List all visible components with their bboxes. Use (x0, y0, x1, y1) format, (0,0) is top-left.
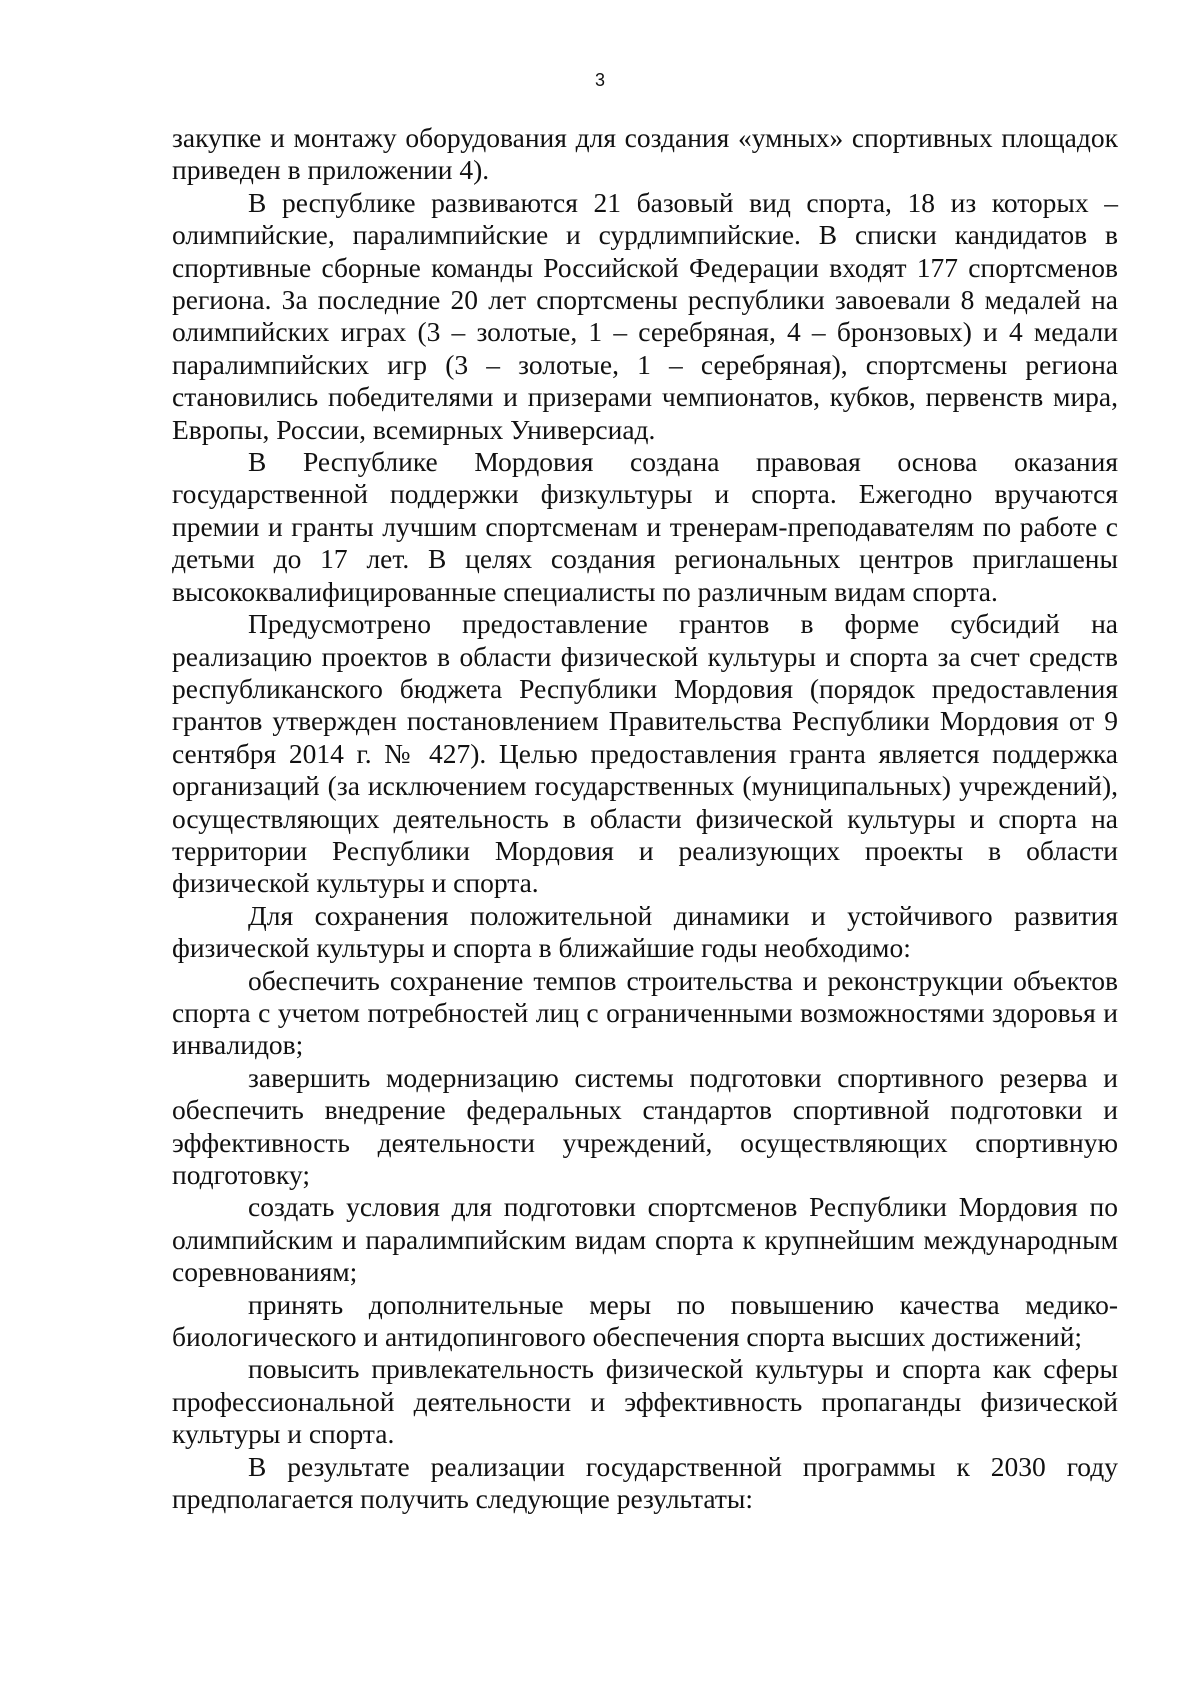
goal-item-attractiveness: повысить привлекательность физической культуры и спорта как сферы профессиональной деятельности и эффективность пропаганды физической культуры и спорта. (172, 1353, 1118, 1450)
page-number: 3 (594, 70, 605, 90)
paragraph-expected-results: В результате реализации государственной программы к 2030 году предполагается получить следующие результаты: (172, 1450, 1118, 1515)
paragraph-sports-overview: В республике развиваются 21 базовый вид спорта, 18 из которых – олимпийские, паралимпийские и сурдлимпийские. В списки кандидатов в спортивные сборные команды Российской Федерации входят 177 спортсменов региона. За последние 20 лет спортсмены республики завоевали 8 медалей на олимпийских играх (3 – золотые, 1 – серебряная, 4 – бронзовых) и 4 медали паралимпийских игр (3 – золотые, 1 – серебряная), спортсмены региона становились победителями и призерами чемпионатов, кубков, первенств мира, Европы, России, всемирных Универсиад. (172, 186, 1118, 445)
paragraph-state-support: В Республике Мордовия создана правовая основа оказания государственной поддержки физкультуры и спорта. Ежегодно вручаются премии и гранты лучшим спортсменам и тренерам-преподавателям по работе с детьми до 17 лет. В целях создания региональных центров приглашены высококвалифицированные специалисты по различным видам спорта. (172, 446, 1118, 607)
document-body (172, 122, 1118, 1515)
goal-item-construction: обеспечить сохранение темпов строительства и реконструкции объектов спорта с учетом потребностей лиц с ограниченными возможностями здоровья и инвалидов; (172, 964, 1118, 1061)
goal-item-antidoping: принять дополнительные меры по повышению качества медико-биологического и антидопингового обеспечения спорта высших достижений; (172, 1288, 1118, 1353)
paragraph-continuation: закупке и монтажу оборудования для создания «умных» спортивных площадок приведен в приложении 4). (172, 122, 1118, 186)
paragraph-goals-intro: Для сохранения положительной динамики и устойчивого развития физической культуры и спорта в ближайшие годы необходимо: (172, 899, 1118, 964)
goal-item-athlete-preparation: создать условия для подготовки спортсменов Республики Мордовия по олимпийским и паралимпийским видам спорта к крупнейшим международным соревнованиям; (172, 1191, 1118, 1288)
goal-item-reserve-training: завершить модернизацию системы подготовки спортивного резерва и обеспечить внедрение федеральных стандартов спортивной подготовки и эффективность деятельности учреждений, осуществляющих спортивную подготовку; (172, 1061, 1118, 1190)
paragraph-grants: Предусмотрено предоставление грантов в форме субсидий на реализацию проектов в области физической культуры и спорта за счет средств республиканского бюджета Республики Мордовия (порядок предоставления грантов утвержден постановлением Правительства Республики Мордовия от 9 сентября 2014 г. № 427). Целью предоставления гранта является поддержка организаций (за исключением государственных (муниципальных) учреждений), осуществляющих деятельность в области физической культуры и спорта на территории Республики Мордовия и реализующих проекты в области физической культуры и спорта. (172, 608, 1118, 899)
